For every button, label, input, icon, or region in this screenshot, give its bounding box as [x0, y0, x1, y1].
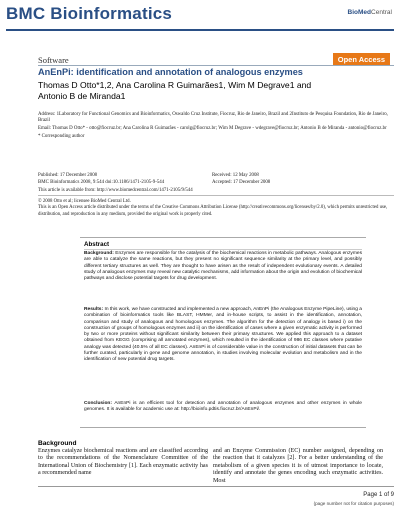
- email-text: Email: Thomas D Otto* - otto@fiocruz.br; Ana Carolina R Guimarães - carolg@fiocruz.br; Wim M Degrave - wdegrave@fiocruz.br; Antonio B de Miranda - antonio@fiocruz.br: [38, 126, 387, 132]
- author-list: [38, 80, 368, 101]
- abstract-background-label: Background:: [84, 251, 114, 256]
- article-url-line: This article is available from: http://www.biomedcentral.com/1471-2105/9/544: [38, 188, 193, 193]
- abstract-conclusion: [84, 401, 362, 414]
- citation-line: BMC Bioinformatics 2008, 9:544 doi:10.1186/1471-2105-9-544: [38, 180, 165, 186]
- journal-header: [0, 0, 400, 28]
- affiliations: [38, 112, 394, 142]
- publisher-logo: [348, 9, 392, 16]
- review-dates: [212, 172, 382, 186]
- authors-line-2: Antonio B de Miranda1: [38, 90, 126, 101]
- article-section: Software: [38, 55, 69, 65]
- accepted-date: Accepted: 17 December 2008: [212, 180, 271, 186]
- abstract-heading: Abstract: [84, 241, 110, 248]
- corresponding-author-note: * Corresponding author: [38, 133, 85, 139]
- publisher-logo-brand: BioMed: [347, 9, 372, 16]
- journal-name: BMC Bioinformatics: [6, 4, 173, 23]
- published-date: Published: 17 December 2008: [38, 173, 98, 178]
- page-number-note: (page number not for citation purposes): [313, 501, 394, 506]
- abstract-results-text: In this work, we have constructed and implemented a new approach, AnEnPi (the Analogous Enzyme PipeLine), using a combination of bioinformatics tools like BLAST, HMMer, and in-house scripts, to assist in the identification, annotation, comparison and study of analogous and homologous enzymes. The algorithm for the detection of analogy is based i) on the construction of groups of homologous enzymes and ii) on the identification of cases where a given enzymatic activity is performed by two or more proteins without significant similarity between their primary structures. We applied this approach to a dataset obtained from KEGG (comprising all annotated enzymes), which resulted in the identification of 986 EC classes where putative analogy was detected (40.5% of all EC classes). AnEnPi is of considerable value in the construction of initial datasets that can be further curated, particularly in gene and genome annotation, in studies involving molecular evolution and metabolism and in the identification of new potential drug targets.: [84, 307, 362, 362]
- abstract-rule: [84, 249, 362, 250]
- received-date: Received: 12 May 2008: [212, 173, 259, 178]
- publication-info: [38, 172, 208, 186]
- abstract-box: [80, 237, 366, 428]
- publisher-logo-suffix: Central: [371, 9, 392, 16]
- open-access-badge: Open Access: [333, 53, 390, 66]
- section-rule: [38, 65, 394, 66]
- abstract-results-label: Results:: [84, 307, 104, 312]
- authors-line-1: Thomas D Otto*1,2, Ana Carolina R Guimarães1, Wim M Degrave1 and: [38, 80, 312, 90]
- license-text: This is an Open Access article distributed under the terms of the Creative Commons Attribution License (http://creativecommons.org/licenses/by/2.0), which permits unrestricted use, distribution, and reproduction in any medium, provided the original work is properly cited.: [38, 205, 388, 217]
- body-column-left: Enzymes catalyze biochemical reactions and are classified according to the recommendations of the Nomenclature Committee of the International Union of Biochemistry [1]. Each enzymatic activity has a recommended name: [38, 448, 208, 477]
- abstract-results: [84, 307, 362, 363]
- abstract-background-text: Enzymes are responsible for the catalysis of the biochemical reactions in metabolic pathways. Analogous enzymes are able to catalyze the same reactions, but they present no significant sequence similarity at the primary level, and possibly different tertiary structures as well. They are thought to have arisen as the result of independent evolutionary events. A detailed study of analogous enzymes may reveal new catalytic mechanisms, add information about the origin and evolution of biochemical pathways and disclose potential targets for drug development.: [84, 251, 362, 281]
- page-number: Page 1 of 9: [363, 492, 394, 498]
- footer-rule: [38, 486, 394, 487]
- address-text: Address: 1Laboratory for Functional Genomics and Bioinformatics, Oswaldo Cruz Institute, Fiocruz, Rio de Janeiro, Brazil and 2Instituto de Pesquisa Foundation, Rio de Janeiro, Brazil: [38, 112, 388, 124]
- body-column-right: and an Enzyme Commission (EC) number assigned, depending on the reaction that it catalyzes [2]. For a better understanding of the metabolism of a given species it is of utmost importance to locate, identify and annotate the genes encoding such enzymatic activities. Most: [213, 448, 383, 484]
- article-title: AnEnPi: identification and annotation of analogous enzymes: [38, 67, 303, 77]
- abstract-conclusion-text: AnEnPi is an efficient tool for detection and annotation of analogous enzymes and other enzymes in whole genomes. It is available for academic use at: http://bioinfo.pdtis.fiocruz.br/AnEnPi/.: [84, 401, 362, 413]
- abstract-background: [84, 251, 362, 282]
- abstract-conclusion-label: Conclusion:: [84, 401, 112, 406]
- background-heading: Background: [38, 440, 77, 447]
- license-block: [38, 199, 394, 218]
- header-rule: [6, 29, 394, 31]
- copyright-line: © 2008 Otto et al; licensee BioMed Central Ltd.: [38, 199, 131, 204]
- meta-rule: [38, 195, 394, 196]
